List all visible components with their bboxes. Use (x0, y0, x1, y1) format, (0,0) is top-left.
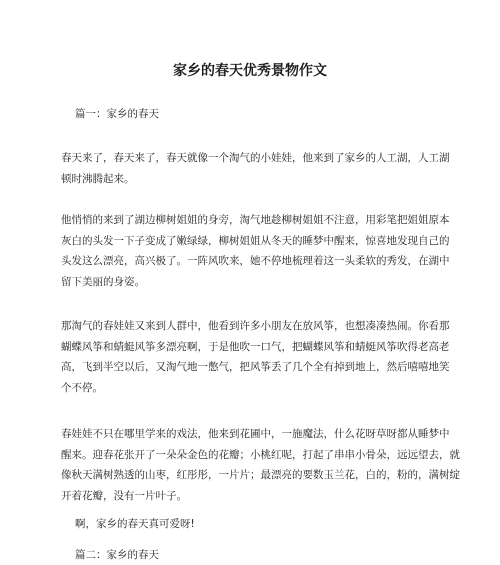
paragraph-line: 留下美丽的身姿。 (61, 275, 145, 288)
paragraph-line: 头发这么漂亮，高兴极了。一阵风吹来，她不停地梳理着这一头柔软的秀发，在湖中 (61, 255, 450, 267)
document-title: 家乡的春天优秀景物作文 (173, 63, 327, 79)
paragraph-line: 高，飞到半空以后，又淘气地一憋气，把风筝丢了几个全有掉到地上，然后嘻嘻地笑 (61, 361, 450, 373)
paragraph-line: 灰白的头发一下子变成了嫩绿绿，柳树姐姐从冬天的睡梦中醒来，惊喜地发现自己的 (61, 234, 450, 247)
paragraph-line: 那淘气的春娃娃又来到人群中，他看到许多小朋友在放风筝，也想凑凑热闹。你看那 (61, 320, 450, 332)
paragraph-2 (61, 210, 450, 292)
paragraph-line: 个不停。 (61, 381, 103, 394)
paragraph-line: 春娃娃不只在哪里学来的戏法，他来到花圃中，一施魔法，什么花呀草呀都从睡梦中 (61, 428, 450, 440)
paragraph-1 (61, 148, 450, 189)
paragraph-line: 他悄悄的来到了湖边柳树姐姐的身旁，淘气地趁柳树姐姐不注意，用彩笔把姐姐原本 (61, 214, 450, 226)
paragraph-line: 春天来了，春天来了，春天就像一个淘气的小娃娃，他来到了家乡的人工湖，人工湖 (61, 152, 450, 164)
paragraph-line: 顿时沸腾起来。 (61, 172, 135, 185)
exclamation-line: 啊，家乡的春天真可爱呀! (75, 518, 195, 530)
section-heading-1: 篇一：家乡的春天 (75, 108, 159, 120)
section-heading-2: 篇二：家乡的春天 (75, 549, 159, 561)
paragraph-3 (61, 316, 450, 398)
paragraph-4 (61, 424, 460, 506)
paragraph-line: 蝴蝶风筝和蜻蜓风筝多漂亮啊，于是他吹一口气，把蝴蝶风筝和蜻蜓风筝吹得老高老 (61, 340, 450, 353)
paragraph-line: 醒来。迎春花张开了一朵朵金色的花瓣；小桃红呢，打起了串串小骨朵，远远望去，就 (61, 448, 460, 461)
paragraph-line: 开着花瓣，没有一片叶子。 (61, 489, 187, 502)
paragraph-line: 像秋天满树熟透的山枣，红彤彤，一片片；最漂亮的要数玉兰花，白的，粉的，满树绽 (61, 469, 460, 481)
